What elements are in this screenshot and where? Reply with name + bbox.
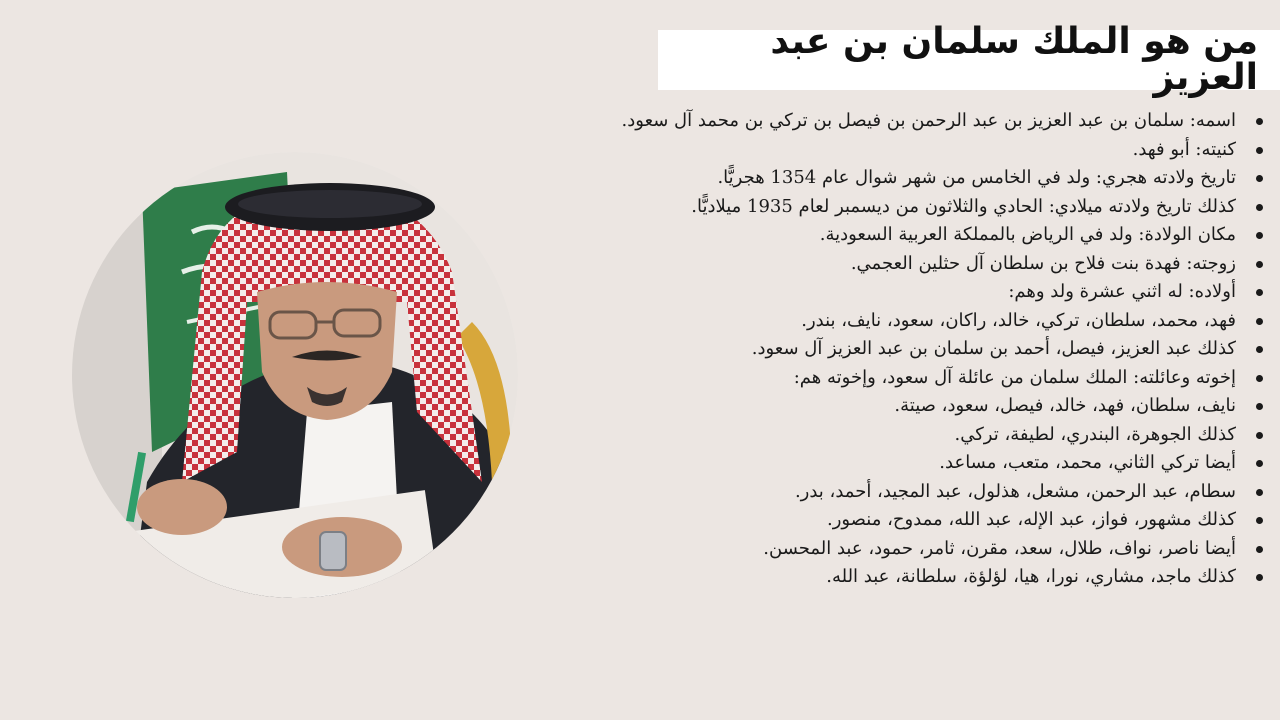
bullet-icon — [1256, 175, 1263, 182]
list-item — [536, 136, 1236, 165]
list-item — [536, 250, 1236, 279]
fact-text: إخوته وعائلته: الملك سلمان من عائلة آل سعود، وإخوته هم: — [793, 366, 1236, 388]
list-item — [536, 421, 1236, 450]
list-item — [536, 193, 1236, 222]
title-banner — [658, 21, 1280, 98]
bullet-icon — [1256, 346, 1263, 353]
bullet-icon — [1256, 318, 1263, 325]
fact-text: كذلك ماجد، مشاري، نورا، هيا، لؤلؤة، سلطانة، عبد الله. — [826, 566, 1236, 587]
fact-text: مكان الولادة: ولد في الرياض بالمملكة العربية السعودية. — [819, 224, 1236, 245]
bullet-icon — [1256, 574, 1263, 581]
bullet-icon — [1256, 432, 1263, 439]
bullet-icon — [1256, 204, 1263, 211]
list-item — [536, 364, 1236, 393]
portrait-photo-icon — [72, 152, 518, 598]
list-item — [536, 478, 1236, 507]
fact-text: كذلك عبد العزيز، فيصل، أحمد بن سلمان بن عبد العزيز آل سعود. — [751, 338, 1236, 359]
fact-text: كذلك مشهور، فواز، عبد الإله، عبد الله، ممدوح، منصور. — [826, 509, 1236, 530]
fact-text: اسمه: سلمان بن عبد العزيز بن عبد الرحمن بن فيصل بن تركي بن محمد آل سعود. — [621, 110, 1236, 131]
bullet-icon — [1256, 489, 1263, 496]
list-item — [536, 221, 1236, 250]
fact-text: نايف، سلطان، فهد، خالد، فيصل، سعود، صيتة. — [894, 395, 1236, 416]
fact-text: زوجته: فهدة بنت فلاح بن سلطان آل حثلين العجمي. — [850, 252, 1236, 274]
list-item — [536, 563, 1236, 592]
list-item — [536, 307, 1236, 336]
facts-list — [536, 107, 1236, 592]
list-item — [536, 335, 1236, 364]
fact-text: أيضا تركي الثاني، محمد، متعب، مساعد. — [939, 452, 1236, 473]
fact-text: سطام، عبد الرحمن، مشعل، هذلول، عبد المجيد، أحمد، بدر. — [794, 480, 1236, 502]
bullet-icon — [1256, 375, 1263, 382]
bullet-icon — [1256, 118, 1263, 125]
bullet-icon — [1256, 403, 1263, 410]
list-item — [536, 164, 1236, 193]
bullet-icon — [1256, 261, 1263, 268]
bullet-icon — [1256, 460, 1263, 467]
list-item — [536, 535, 1236, 564]
fact-text: كنيته: أبو فهد. — [1132, 138, 1236, 160]
page-title: من هو الملك سلمان بن عبد العزيز — [770, 21, 1258, 98]
fact-text: أيضا ناصر، نواف، طلال، سعد، مقرن، ثامر، حمود، عبد المحسن. — [763, 537, 1236, 559]
list-item — [536, 392, 1236, 421]
fact-text: فهد، محمد، سلطان، تركي، خالد، راكان، سعود، نايف، بندر. — [801, 309, 1236, 331]
fact-text: تاريخ ولادته هجري: ولد في الخامس من شهر شوال عام 1354 هجريًّا. — [717, 167, 1236, 188]
list-item — [536, 449, 1236, 478]
bullet-icon — [1256, 147, 1263, 154]
portrait-illustration — [72, 152, 518, 598]
list-item — [536, 506, 1236, 535]
fact-text: أولاده: له اثني عشرة ولد وهم: — [1008, 281, 1236, 302]
list-item — [536, 107, 1236, 136]
list-item — [536, 278, 1236, 307]
fact-text: كذلك تاريخ ولادته ميلادي: الحادي والثلاثون من ديسمبر لعام 1935 ميلاديًّا. — [691, 195, 1236, 217]
fact-text: كذلك الجوهرة، البندري، لطيفة، تركي. — [954, 423, 1236, 445]
bullet-icon — [1256, 232, 1263, 239]
bullet-icon — [1256, 289, 1263, 296]
bullet-icon — [1256, 517, 1263, 524]
bullet-icon — [1256, 546, 1263, 553]
